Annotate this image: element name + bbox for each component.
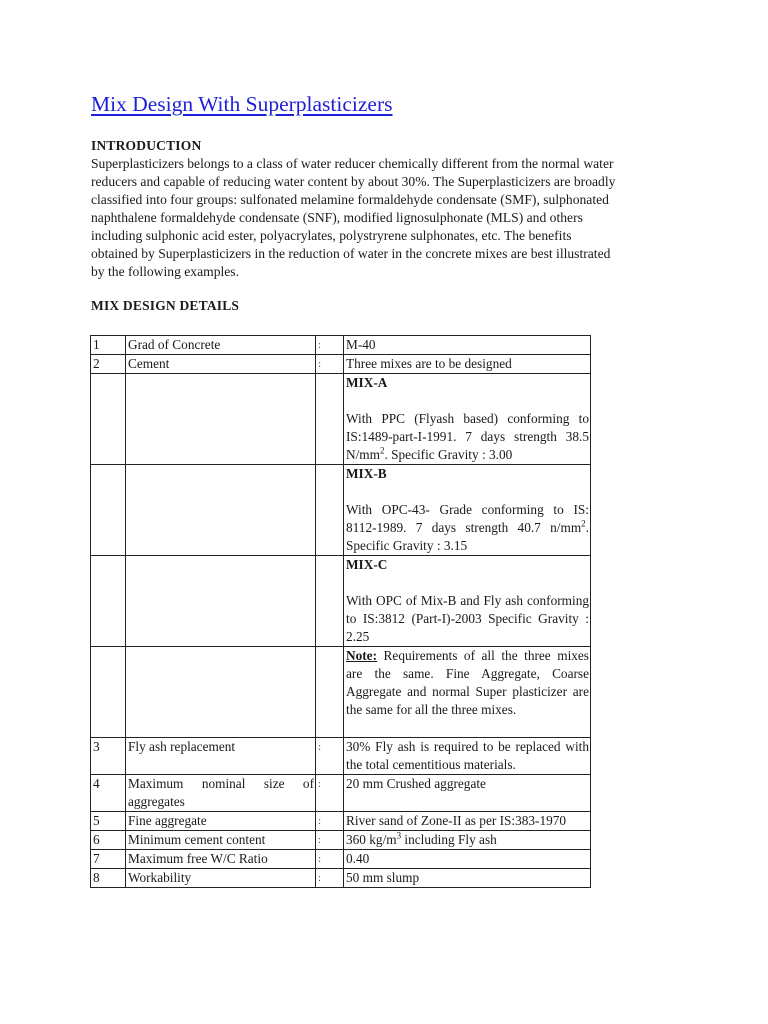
mix-c-label: MIX-C (346, 557, 388, 572)
parameter-cell: Minimum cement content (126, 831, 316, 850)
introduction-heading: INTRODUCTION (91, 138, 202, 153)
value-cell: Three mixes are to be designed (344, 355, 591, 374)
row-number (91, 465, 126, 556)
mix-design-table (90, 335, 591, 888)
parameter-cell (126, 465, 316, 556)
cement-content-value-after: including Fly ash (401, 832, 497, 847)
parameter-cell (126, 374, 316, 465)
value-cell: 30% Fly ash is required to be replaced with the total cementitious materials. (344, 738, 591, 775)
parameter-cell: Fine aggregate (126, 812, 316, 831)
value-cell: 0.40 (344, 850, 591, 869)
row-number: 4 (91, 775, 126, 812)
value-cell (344, 831, 591, 850)
introduction-line: naphthalene formaldehyde condensate (SNF), modified lignosulphonate (MLS) and others (91, 210, 583, 225)
mix-a-cell (344, 374, 591, 465)
introduction-line: classified into four groups: sulfonated melamine formaldehyde condensate (SMF), sulphonated (91, 192, 609, 207)
mix-b-label: MIX-B (346, 466, 387, 481)
colon-cell: : (316, 738, 344, 775)
table-row (91, 775, 591, 812)
row-number: 8 (91, 869, 126, 888)
row-number: 3 (91, 738, 126, 775)
table-row (91, 869, 591, 888)
colon-cell (316, 374, 344, 465)
table-row (91, 465, 591, 556)
table-row (91, 812, 591, 831)
table-row (91, 556, 591, 647)
colon-cell: : (316, 831, 344, 850)
colon-cell: : (316, 812, 344, 831)
table-row (91, 647, 591, 738)
mix-a-text-after: . Specific Gravity : 3.00 (384, 447, 513, 462)
row-number: 6 (91, 831, 126, 850)
introduction-line: reducers and capable of reducing water content by about 30%. The Superplasticizers are broadly (91, 174, 616, 189)
value-cell: 20 mm Crushed aggregate (344, 775, 591, 812)
table-row (91, 355, 591, 374)
introduction-line: obtained by Superplasticizers in the reduction of water in the concrete mixes are best illustrated (91, 246, 611, 261)
note-label: Note: (346, 648, 378, 663)
row-number: 7 (91, 850, 126, 869)
table-row (91, 336, 591, 355)
parameter-cell (126, 647, 316, 738)
mix-b-text-after: . Specific Gravity : 3.15 (346, 520, 589, 553)
colon-cell: : (316, 336, 344, 355)
superscript: 3 (396, 830, 402, 841)
mix-design-heading: MIX DESIGN DETAILS (91, 298, 240, 313)
note-text: Requirements of all the three mixes are the same. Fine Aggregate, Coarse Aggregate and normal Super plasticizer are the same for all the three mixes. (346, 648, 589, 717)
parameter-cell: Cement (126, 355, 316, 374)
parameter-cell: Fly ash replacement (126, 738, 316, 775)
table-row (91, 374, 591, 465)
parameter-cell: Maximum free W/C Ratio (126, 850, 316, 869)
colon-cell: : (316, 355, 344, 374)
row-number (91, 374, 126, 465)
superscript: 2 (581, 518, 586, 529)
colon-cell (316, 647, 344, 738)
colon-cell: : (316, 775, 344, 812)
introduction-line: including sulphonic acid ester, polyacrylates, polystryrene sulphonates, etc. The benefits (91, 228, 572, 243)
table-row (91, 831, 591, 850)
mix-a-label: MIX-A (346, 375, 388, 390)
row-number: 5 (91, 812, 126, 831)
parameter-cell: Maximum nominal size of aggregates (126, 775, 316, 812)
parameter-cell: Grad of Concrete (126, 336, 316, 355)
mix-a-text: With PPC (Flyash based) conforming to IS:1489-part-I-1991. 7 days strength 38.5 N/mm (346, 411, 589, 462)
colon-cell: : (316, 869, 344, 888)
value-cell: M-40 (344, 336, 591, 355)
table-row (91, 850, 591, 869)
value-cell: 50 mm slump (344, 869, 591, 888)
table-row (91, 738, 591, 775)
colon-cell (316, 556, 344, 647)
parameter-cell: Workability (126, 869, 316, 888)
introduction-line: Superplasticizers belongs to a class of water reducer chemically different from the normal water (91, 156, 614, 171)
page-title[interactable]: Mix Design With Superplasticizers (91, 92, 393, 116)
row-number (91, 647, 126, 738)
introduction-line: by the following examples. (91, 264, 239, 279)
mix-c-text: With OPC of Mix-B and Fly ash conforming to IS:3812 (Part-I)-2003 Specific Gravity : 2.25 (346, 593, 589, 644)
colon-cell: : (316, 850, 344, 869)
value-cell: River sand of Zone-II as per IS:383-1970 (344, 812, 591, 831)
cement-content-value: 360 kg/m (346, 832, 397, 847)
note-cell (344, 647, 591, 738)
row-number: 2 (91, 355, 126, 374)
introduction-paragraph (91, 155, 681, 281)
superscript: 2 (379, 445, 385, 456)
mix-c-cell (344, 556, 591, 647)
row-number: 1 (91, 336, 126, 355)
mix-b-cell (344, 465, 591, 556)
colon-cell (316, 465, 344, 556)
mix-b-text: With OPC-43- Grade conforming to IS: 8112-1989. 7 days strength 40.7 n/mm (346, 502, 589, 535)
parameter-cell (126, 556, 316, 647)
row-number (91, 556, 126, 647)
